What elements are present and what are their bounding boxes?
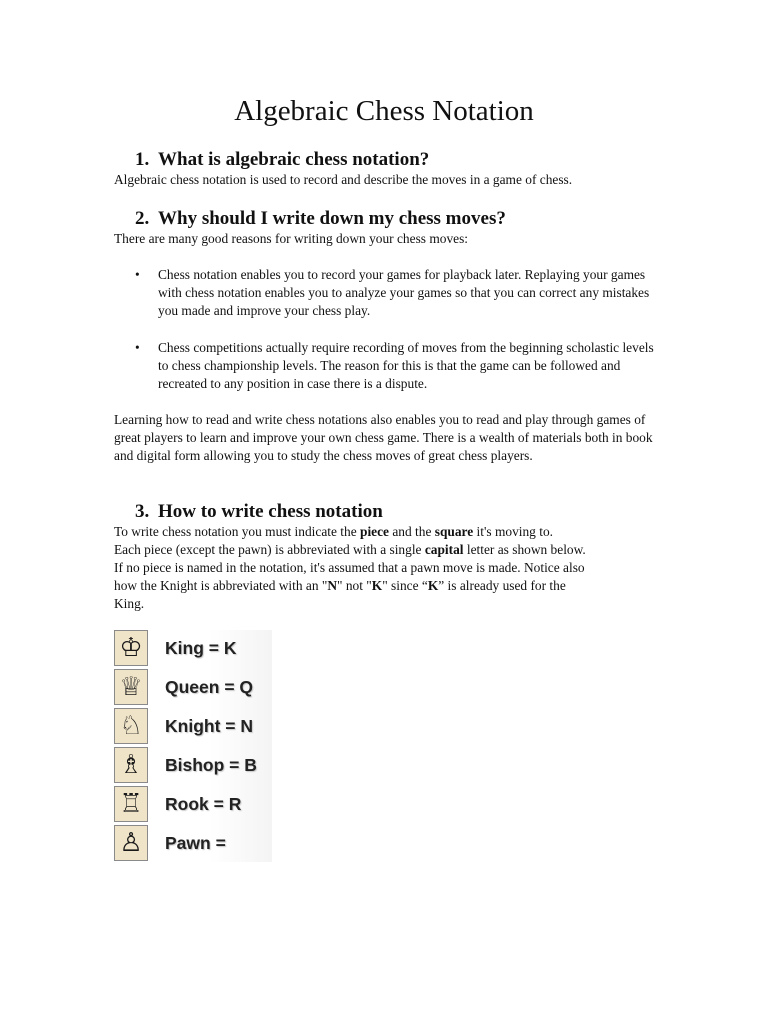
piece-row-bishop [114,747,272,785]
rook-icon: ♖ [114,786,148,822]
piece-label-pawn: Pawn = [165,833,226,853]
text-run: letter as shown below. [463,542,586,557]
piece-row-rook [114,786,272,824]
bullet-text-2: Chess competitions actually require recording of moves from the beginning scholastic levels to chess championship levels. The reason for this is that the game can be followed and recreated to any position in case there is a dispute. [158,340,654,391]
piece-label-queen: Queen = Q [165,677,254,697]
text-run: Each piece (except the pawn) is abbreviated with a single [114,542,425,557]
piece-row-queen [114,669,272,707]
section-1-number: 1. [135,149,150,170]
text-run: ” is already used for the [438,578,566,593]
bishop-icon: ♗ [114,747,148,783]
king-icon: ♔ [114,630,148,666]
bullet-item [135,266,660,320]
piece-row-king [114,630,272,668]
section-3-line-1 [114,523,714,541]
text-run: To write chess notation you must indicate the [114,524,360,539]
bold-letter-k: K [371,578,383,593]
queen-icon: ♕ [114,669,148,705]
piece-label-bishop: Bishop = B [165,755,257,775]
section-3-number: 3. [135,501,150,522]
bold-term-capital: capital [424,542,464,557]
bold-term-square: square [434,524,474,539]
text-run: and the [389,524,435,539]
section-3-line-4 [114,577,714,595]
pawn-icon: ♙ [114,825,148,861]
bullet-icon: • [135,267,140,282]
section-1-heading [135,148,429,172]
bold-letter-k: K [427,578,439,593]
section-2-heading [135,207,506,231]
bullet-text-1: Chess notation enables you to record your games for playback later. Replaying your games with chess notation enables you to analyze your games so that you can correct any mistakes you made and improve your chess play. [158,267,650,318]
section-3-line-5: King. [114,596,145,611]
section-2-number: 2. [135,208,150,229]
section-3-line-2 [114,541,714,559]
document-title: Algebraic Chess Notation [234,95,534,127]
section-1-title: What is algebraic chess notation? [158,149,430,170]
bullet-item [135,339,660,393]
section-3-line-3: If no piece is named in the notation, it's assumed that a pawn move is made. Notice also [114,560,585,575]
section-1-text: Algebraic chess notation is used to record and describe the moves in a game of chess. [114,172,573,187]
knight-icon: ♘ [114,708,148,744]
piece-row-pawn [114,825,272,863]
text-run: it's moving to. [473,524,553,539]
section-2-intro: There are many good reasons for writing down your chess moves: [114,231,469,246]
text-run: " since “ [382,578,428,593]
bullet-icon: • [135,340,140,355]
piece-label-rook: Rook = R [165,794,242,814]
piece-row-knight [114,708,272,746]
bold-term-piece: piece [360,524,389,539]
section-3-heading [135,500,383,524]
piece-abbreviation-table [114,630,272,862]
section-2-outro: Learning how to read and write chess notations also enables you to read and play through games of great players to learn and improve your own chess game. There is a wealth of materials both in book and digital form allowing you to study the chess moves of great chess players. [114,412,653,463]
piece-label-knight: Knight = N [165,716,253,736]
section-3-title: How to write chess notation [158,501,383,522]
bold-letter-n: N [327,578,338,593]
text-run: how the Knight is abbreviated with an " [114,578,328,593]
section-2-title: Why should I write down my chess moves? [158,208,506,229]
text-run: " not " [337,578,372,593]
piece-label-king: King = K [165,638,237,658]
